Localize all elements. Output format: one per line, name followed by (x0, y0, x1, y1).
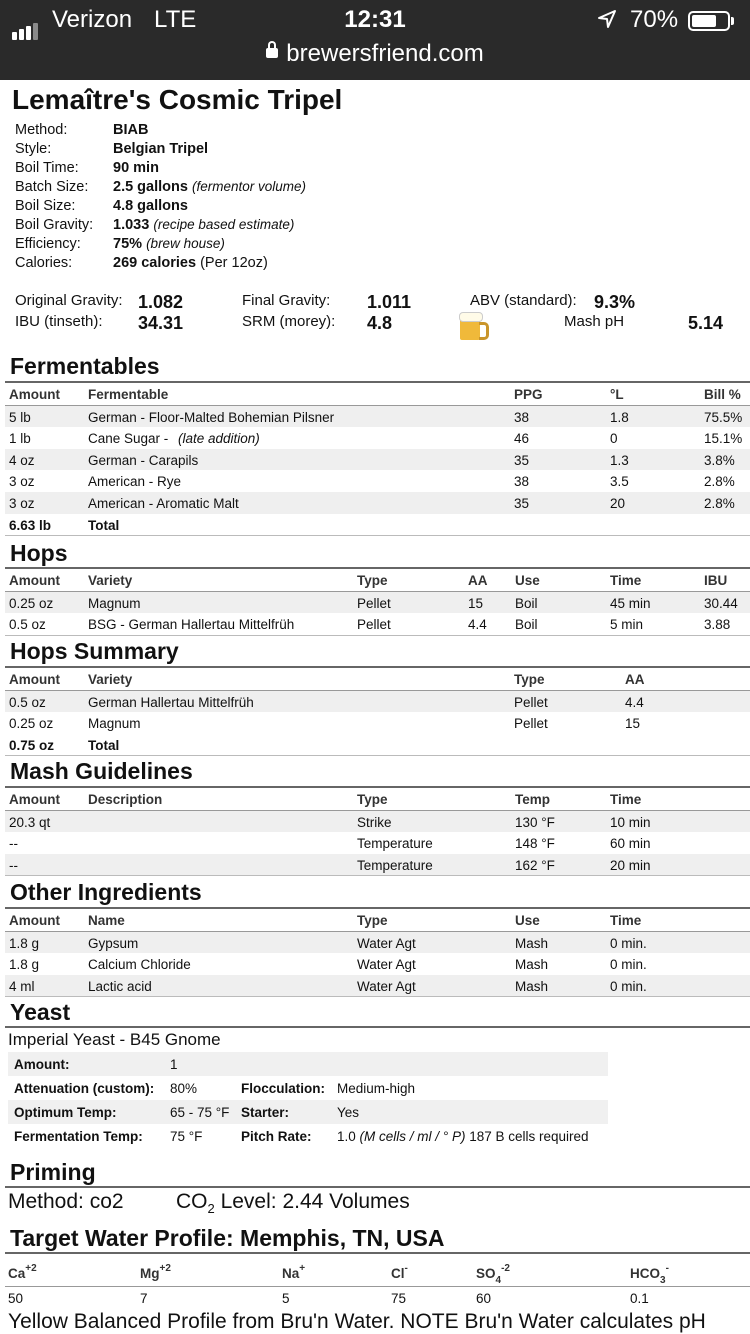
column-header: Use (515, 573, 540, 588)
ph-label: Mash pH (564, 313, 625, 330)
fg-value: 1.011 (367, 292, 412, 312)
table-cell: 1.8 g (9, 935, 40, 951)
table-cell: 3 oz (9, 474, 35, 490)
meta-value: 4.8 gallons (113, 198, 188, 214)
table-row (5, 492, 750, 514)
table-cell: 38 (514, 409, 530, 425)
column-header: Name (88, 913, 125, 928)
table-cell: 3.88 (704, 617, 731, 633)
table-row (5, 854, 750, 876)
column-header: AA (625, 672, 645, 687)
og-label: Original Gravity: (15, 292, 123, 309)
priming-heading: Priming (10, 1159, 96, 1185)
meta-value: 1.033 (recipe based estimate) (113, 217, 295, 233)
table-cell: 5 min (610, 617, 644, 633)
table-row (5, 406, 750, 428)
table-cell: American - Aromatic Malt (88, 495, 239, 511)
total-cell: 6.63 lb (9, 517, 52, 533)
column-header: AA (468, 573, 488, 588)
hops-summary-table (5, 668, 750, 756)
yeast-starter-value: Yes (337, 1105, 360, 1120)
clock: 12:31 (344, 6, 406, 33)
water-ion-header: $Ca^{+2}$ (8, 1263, 37, 1281)
column-header: Temp (515, 792, 551, 807)
meta-label: Style: (15, 141, 52, 157)
column-header: Amount (9, 573, 60, 588)
og-value: 1.082 (138, 292, 184, 312)
table-cell: Pellet (357, 617, 391, 633)
meta-value: 90 min (113, 160, 159, 176)
meta-label: Method: (15, 122, 68, 138)
fg-label: Final Gravity: (242, 292, 331, 309)
table-cell: 148 °F (515, 836, 555, 852)
other-ingredients-heading: Other Ingredients (10, 879, 202, 905)
table-cell: 1.3 (610, 452, 629, 468)
total-cell: Total (88, 737, 120, 753)
yeast-amount-label: Amount: (14, 1057, 70, 1072)
table-cell: 45 min (610, 595, 651, 611)
water-profile-heading: Target Water Profile: Memphis, TN, USA (10, 1225, 445, 1251)
table-row (5, 975, 750, 997)
yeast-pitch-label: Pitch Rate: (241, 1129, 312, 1144)
ibu-value: 34.31 (138, 313, 184, 333)
column-header: Amount (9, 913, 60, 928)
table-cell: Boil (515, 595, 538, 611)
fermentables-table (5, 383, 750, 536)
table-cell: 20.3 qt (9, 814, 51, 830)
table-row (5, 449, 750, 471)
table-row (5, 592, 750, 614)
meta-label: Boil Gravity: (15, 217, 94, 233)
table-cell: 10 min (610, 814, 651, 830)
table-cell: 162 °F (515, 857, 555, 873)
network-type: LTE (154, 6, 197, 33)
table-cell: 0.5 oz (9, 617, 46, 633)
table-cell: 38 (514, 474, 530, 490)
mash-table (5, 788, 750, 876)
table-cell: 46 (514, 431, 530, 447)
table-cell: Pellet (357, 595, 391, 611)
column-header: Variety (88, 573, 133, 588)
table-cell: 15 (468, 595, 484, 611)
url-text: brewersfriend.com (286, 40, 484, 67)
yeast-details (8, 1052, 608, 1148)
column-header: °L (610, 387, 624, 402)
table-cell: 4.4 (625, 694, 644, 710)
column-header: Amount (9, 792, 60, 807)
table-cell: 130 °F (515, 814, 555, 830)
table-cell: 0.25 oz (9, 716, 54, 732)
yeast-opt-label: Optimum Temp: (14, 1105, 117, 1120)
table-cell: 5 lb (9, 409, 31, 425)
table-cell: 35 (514, 495, 530, 511)
table-cell: German - Carapils (88, 452, 199, 468)
table-cell: Mash (515, 978, 549, 994)
table-cell: Gypsum (88, 935, 139, 951)
total-cell: Total (88, 517, 120, 533)
meta-label: Batch Size: (15, 179, 89, 195)
meta-value: 269 calories (Per 12oz) (113, 255, 268, 271)
column-header: Amount (9, 387, 60, 402)
column-header: Type (357, 792, 388, 807)
column-header: Type (514, 672, 545, 687)
water-profile-note: Yellow Balanced Profile from Bru'n Water. NOTE Bru'n Water calculates pH (8, 1310, 706, 1333)
table-cell: Pellet (514, 716, 548, 732)
table-cell: Lactic acid (88, 978, 152, 994)
table-cell: German - Floor-Malted Bohemian Pilsner (88, 409, 335, 425)
table-cell: Calcium Chloride (88, 957, 191, 973)
fermentables-heading: Fermentables (10, 353, 160, 379)
meta-value: 2.5 gallons (fermentor volume) (113, 179, 307, 195)
table-cell: 60 min (610, 836, 651, 852)
lock-icon (266, 48, 278, 58)
table-cell: 2.8% (704, 495, 735, 511)
yeast-pitch-value: 1.0 (M cells / ml / ° P) 187 B cells required (337, 1129, 589, 1144)
table-cell: 0 (610, 431, 618, 447)
hops-table (5, 569, 750, 636)
table-cell: 3 oz (9, 495, 35, 511)
water-ion-header: $SO_4^{-2}$ (476, 1263, 510, 1286)
table-cell: 3.8% (704, 452, 735, 468)
recipe-title: Lemaître's Cosmic Tripel (12, 84, 343, 115)
table-header-row (5, 383, 750, 405)
water-ion-value: 75 (391, 1291, 407, 1306)
table-cell: Water Agt (357, 957, 416, 973)
column-header: IBU (704, 573, 728, 588)
battery-icon (688, 11, 730, 31)
table-header-row (5, 788, 750, 810)
battery-percent: 70% (630, 6, 679, 33)
browser-status-bar (0, 0, 750, 80)
table-cell: Water Agt (357, 978, 416, 994)
table-row (5, 932, 750, 954)
table-cell: Mash (515, 957, 549, 973)
table-header-row (5, 909, 750, 931)
table-row (5, 427, 750, 449)
table-cell: Boil (515, 617, 538, 633)
column-header: Use (515, 913, 540, 928)
yeast-atten-label: Attenuation (custom): (14, 1081, 155, 1096)
location-arrow-icon (596, 8, 618, 37)
total-cell: 0.75 oz (9, 737, 55, 753)
table-cell: Cane Sugar - (88, 431, 169, 447)
table-cell: Temperature (357, 857, 433, 873)
yeast-opt-value: 65 - 75 °F (170, 1105, 230, 1120)
table-cell: 4.4 (468, 617, 487, 633)
meta-label: Boil Time: (15, 160, 79, 176)
table-cell: 0 min. (610, 978, 647, 994)
srm-value: 4.8 (367, 313, 393, 333)
water-ion-header: $HCO_3^-$ (630, 1263, 669, 1286)
table-cell: 1.8 (610, 409, 629, 425)
yeast-amount-value: 1 (170, 1057, 178, 1072)
table-cell: BSG - German Hallertau Mittelfrüh (88, 617, 295, 633)
table-cell: Temperature (357, 836, 433, 852)
table-cell: 0 min. (610, 935, 647, 951)
table-cell: 1 lb (9, 431, 31, 447)
abv-value: 9.3% (594, 292, 636, 312)
table-cell: 3.5 (610, 474, 629, 490)
meta-value: Belgian Tripel (113, 141, 209, 157)
water-ion-value: 5 (282, 1291, 290, 1306)
column-header: Description (88, 792, 163, 807)
meta-value: BIAB (113, 122, 149, 138)
mash-heading: Mash Guidelines (10, 758, 193, 784)
table-cell: Pellet (514, 694, 548, 710)
table-cell: Magnum (88, 595, 141, 611)
meta-label: Calories: (15, 255, 73, 271)
table-row (5, 832, 750, 854)
yeast-heading: Yeast (10, 999, 71, 1025)
table-row (5, 613, 750, 635)
water-ion-header: Na+ (282, 1263, 306, 1281)
table-row (5, 811, 750, 833)
yeast-floc-value: Medium-high (337, 1081, 416, 1096)
table-cell: 30.44 (704, 595, 738, 611)
meta-label: Efficiency: (15, 236, 81, 252)
table-cell: Magnum (88, 716, 141, 732)
late-addition-note: (late addition) (178, 431, 260, 447)
abv-label: ABV (standard): (470, 292, 577, 309)
other-ingredients-table (5, 909, 750, 997)
priming-co2-level: $CO_2$ Level: 2.44 Volumes (176, 1190, 410, 1216)
ibu-label: IBU (tinseth): (15, 313, 103, 330)
hops-heading: Hops (10, 540, 68, 566)
carrier-name: Verizon (52, 6, 133, 33)
table-cell: German Hallertau Mittelfrüh (88, 694, 254, 710)
column-header: Time (610, 792, 642, 807)
meta-label: Boil Size: (15, 198, 76, 214)
yeast-floc-label: Flocculation: (241, 1081, 325, 1096)
column-header: Variety (88, 672, 133, 687)
column-header: Time (610, 573, 642, 588)
table-row (5, 953, 750, 975)
table-cell: 4 ml (9, 978, 35, 994)
column-header: Type (357, 913, 388, 928)
table-cell: 15 (625, 716, 641, 732)
table-header-row (5, 668, 750, 690)
table-cell: 75.5% (704, 409, 743, 425)
table-cell: Strike (357, 814, 392, 830)
beer-color-icon (460, 312, 484, 340)
table-cell: 20 min (610, 857, 651, 873)
column-header: Time (610, 913, 642, 928)
table-cell: 0 min. (610, 957, 647, 973)
meta-value: 75% (brew house) (113, 236, 225, 252)
table-cell: 0.5 oz (9, 694, 46, 710)
column-header: Bill % (704, 387, 741, 402)
yeast-ferm-value: 75 °F (170, 1129, 203, 1144)
priming-method: Method: co2 (8, 1190, 124, 1213)
table-cell: 4 oz (9, 452, 35, 468)
table-cell: -- (9, 857, 18, 873)
table-row (5, 691, 750, 713)
column-header: PPG (514, 387, 543, 402)
table-cell: Mash (515, 935, 549, 951)
yeast-ferm-label: Fermentation Temp: (14, 1129, 143, 1144)
water-ion-header: Cl- (391, 1263, 408, 1281)
water-ion-value: 50 (8, 1291, 24, 1306)
table-row (5, 712, 750, 734)
table-cell: Water Agt (357, 935, 416, 951)
table-cell: 2.8% (704, 474, 735, 490)
table-cell: -- (9, 836, 18, 852)
column-header: Amount (9, 672, 60, 687)
yeast-atten-value: 80% (170, 1081, 198, 1096)
table-cell: 35 (514, 452, 530, 468)
water-ion-value: 60 (476, 1291, 492, 1306)
table-cell: 20 (610, 495, 626, 511)
table-row (5, 470, 750, 492)
water-ion-value: 7 (140, 1291, 148, 1306)
water-ion-header: $Mg^{+2}$ (140, 1263, 171, 1281)
yeast-starter-label: Starter: (241, 1105, 290, 1120)
table-cell: 0.25 oz (9, 595, 54, 611)
water-ion-value: 0.1 (630, 1291, 649, 1306)
hops-summary-heading: Hops Summary (10, 638, 179, 664)
table-cell: 15.1% (704, 431, 743, 447)
srm-label: SRM (morey): (242, 313, 336, 330)
yeast-name: Imperial Yeast - B45 Gnome (8, 1030, 221, 1049)
table-header-row (5, 569, 750, 591)
column-header: Fermentable (88, 387, 169, 402)
table-total-row (5, 734, 750, 756)
table-cell: American - Rye (88, 474, 182, 490)
table-cell: 1.8 g (9, 957, 40, 973)
address-bar[interactable] (0, 40, 750, 68)
ph-value: 5.14 (688, 313, 724, 333)
table-total-row (5, 514, 750, 536)
column-header: Type (357, 573, 388, 588)
